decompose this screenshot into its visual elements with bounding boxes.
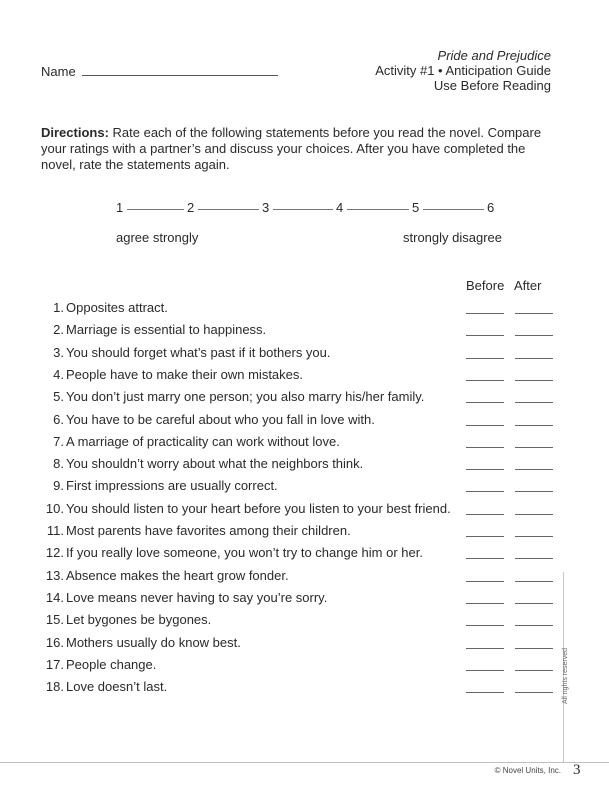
statement-text: Love doesn’t last. [66, 679, 168, 695]
scale-left-label: agree strongly [116, 230, 199, 245]
before-rating-blank[interactable] [466, 313, 504, 314]
rating-scale [116, 200, 496, 220]
rights-notice: All rights reserved [562, 647, 569, 704]
before-rating-blank[interactable] [466, 536, 504, 537]
before-rating-blank[interactable] [466, 625, 504, 626]
statement-text: You have to be careful about who you fall in love with. [66, 411, 375, 427]
after-rating-blank[interactable] [515, 335, 553, 336]
directions-text: Rate each of the following statements before you read the novel. Compare your ratings with a partner’s and discuss your choices. After you have completed the novel, rate the statements again. [41, 125, 542, 172]
statement-number: 18. [45, 679, 64, 695]
before-rating-blank[interactable] [466, 603, 504, 604]
statement-text: You don’t just marry one person; you also marry his/her family. [66, 389, 425, 405]
scale-number: 2 [187, 200, 195, 215]
statement-number: 3. [53, 344, 64, 360]
scale-number: 1 [116, 200, 124, 215]
statement-number: 4. [53, 366, 64, 382]
before-rating-blank[interactable] [466, 447, 504, 448]
activity-header [375, 48, 551, 93]
after-rating-blank[interactable] [515, 358, 553, 359]
after-column-header: After [514, 278, 542, 293]
statement-text: First impressions are usually correct. [66, 478, 278, 494]
statement-number: 17. [45, 656, 64, 672]
statement-number: 10. [45, 500, 64, 516]
footer-rule [0, 762, 609, 763]
statement-text: Opposites attract. [66, 300, 168, 315]
after-rating-blank[interactable] [515, 491, 553, 492]
statement-number: 11. [46, 523, 64, 538]
statement-row [0, 545, 609, 567]
statement-number: 14. [45, 589, 64, 605]
scale-connector-line [198, 209, 259, 210]
statement-row [0, 568, 609, 590]
before-rating-blank[interactable] [466, 692, 504, 693]
statement-row [0, 367, 609, 389]
statement-number: 7. [53, 433, 64, 449]
before-rating-blank[interactable] [466, 469, 504, 470]
activity-usage: Use Before Reading [433, 78, 551, 93]
after-rating-blank[interactable] [515, 692, 553, 693]
statement-number: 16. [45, 634, 64, 650]
statement-row [0, 389, 609, 411]
statement-row [0, 478, 609, 500]
before-rating-blank[interactable] [466, 380, 504, 381]
after-rating-blank[interactable] [515, 625, 553, 626]
scale-connector-line [273, 209, 333, 210]
after-rating-blank[interactable] [515, 425, 553, 426]
scale-number: 3 [262, 200, 270, 215]
name-blank-line [82, 63, 278, 76]
statement-row [0, 523, 609, 545]
statement-text: People change. [66, 656, 157, 672]
statement-row [0, 657, 609, 679]
statement-row [0, 345, 609, 367]
statement-row [0, 322, 609, 344]
before-rating-blank[interactable] [466, 558, 504, 559]
scale-connector-line [127, 209, 184, 210]
before-rating-blank[interactable] [466, 335, 504, 336]
after-rating-blank[interactable] [515, 558, 553, 559]
statement-text: People have to make their own mistakes. [66, 366, 304, 382]
after-rating-blank[interactable] [515, 447, 553, 448]
statement-row [0, 501, 609, 523]
after-rating-blank[interactable] [515, 380, 553, 381]
after-rating-blank[interactable] [515, 603, 553, 604]
before-rating-blank[interactable] [466, 425, 504, 426]
statement-text: You shouldn’t worry about what the neighbors think. [66, 456, 364, 472]
scale-number: 4 [336, 200, 344, 215]
after-rating-blank[interactable] [515, 581, 553, 582]
statement-text: Marriage is essential to happiness. [66, 322, 267, 338]
after-rating-blank[interactable] [515, 648, 553, 649]
name-label: Name [41, 64, 76, 79]
statement-text: You should listen to your heart before you listen to your best friend. [66, 500, 451, 516]
after-rating-blank[interactable] [515, 670, 553, 671]
before-rating-blank[interactable] [466, 402, 504, 403]
statement-number: 1. [53, 300, 64, 315]
directions [41, 125, 561, 173]
after-rating-blank[interactable] [515, 536, 553, 537]
page-number: 3 [573, 762, 581, 778]
before-rating-blank[interactable] [466, 491, 504, 492]
statement-number: 13. [45, 567, 64, 583]
publisher-credit: © Novel Units, Inc. [494, 766, 561, 775]
before-column-header: Before [466, 278, 505, 293]
book-title: Pride and Prejudice [437, 48, 551, 63]
statement-row [0, 590, 609, 612]
statement-text: Most parents have favorites among their children. [66, 523, 351, 538]
statement-number: 12. [45, 545, 64, 561]
statement-number: 2. [53, 322, 64, 338]
scale-number: 6 [487, 200, 495, 215]
statement-row [0, 300, 609, 322]
statement-number: 5. [53, 389, 64, 405]
statement-row [0, 635, 609, 657]
statement-text: Love means never having to say you’re sorry. [66, 589, 328, 605]
statement-text: If you really love someone, you won’t try to change him or her. [66, 545, 423, 561]
before-rating-blank[interactable] [466, 514, 504, 515]
scale-connector-line [347, 209, 409, 210]
statement-row [0, 412, 609, 434]
after-rating-blank[interactable] [515, 402, 553, 403]
statement-number: 9. [53, 478, 64, 494]
name-row [41, 63, 278, 79]
scale-number: 5 [412, 200, 420, 215]
activity-title: Activity #1 • Anticipation Guide [375, 63, 551, 78]
after-rating-blank[interactable] [515, 313, 553, 314]
before-rating-blank[interactable] [466, 581, 504, 582]
after-rating-blank[interactable] [515, 469, 553, 470]
statement-number: 8. [53, 456, 64, 472]
after-rating-blank[interactable] [515, 514, 553, 515]
statement-row [0, 434, 609, 456]
statement-text: Let bygones be bygones. [66, 612, 212, 628]
statement-row [0, 679, 609, 701]
statement-text: A marriage of practicality can work without love. [66, 433, 340, 449]
before-rating-blank[interactable] [466, 670, 504, 671]
statement-text: You should forget what’s past if it bothers you. [66, 344, 331, 360]
before-rating-blank[interactable] [466, 358, 504, 359]
statement-row [0, 456, 609, 478]
statement-number: 6. [53, 411, 64, 427]
before-rating-blank[interactable] [466, 648, 504, 649]
scale-right-label: strongly disagree [403, 230, 502, 245]
statement-row [0, 612, 609, 634]
statement-text: Absence makes the heart grow fonder. [66, 567, 289, 583]
statement-number: 15. [45, 612, 64, 628]
directions-label: Directions: [41, 125, 109, 140]
scale-connector-line [423, 209, 484, 210]
statement-text: Mothers usually do know best. [66, 634, 241, 650]
